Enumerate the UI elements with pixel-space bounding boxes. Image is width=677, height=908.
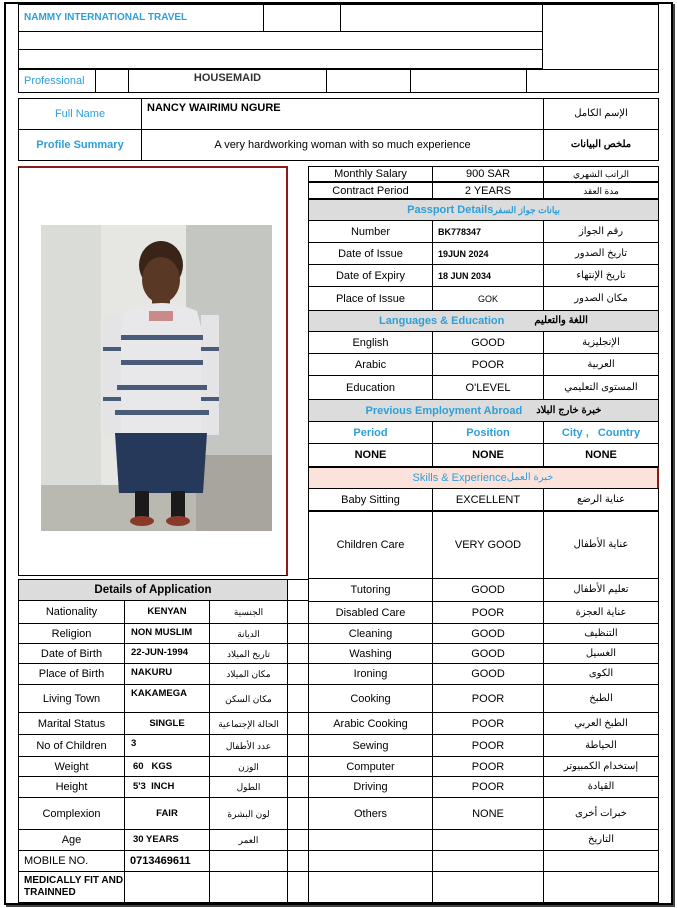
application-spacer [287,623,309,644]
employment-period: NONE [308,443,433,467]
passport-label: Number [308,220,433,243]
skill-value: POOR [432,776,544,798]
application-value: KAKAMEGA [124,684,210,713]
skill-value: NONE [432,797,544,830]
profile-label: Profile Summary [18,129,142,161]
application-ar: تاريخ الميلاد [209,643,288,664]
salary-ar: مدة العقد [543,182,659,199]
passport-label: Place of Issue [308,286,433,311]
agency-name: NAMMY INTERNATIONAL TRAVEL [18,4,264,32]
employment-header-position: Position [432,421,544,444]
application-ar: مكان السكن [209,684,288,713]
profession-value: HOUSEMAID [128,69,327,93]
application-ar: الديانة [209,623,288,644]
skill-ar: الغسيل [543,643,659,664]
application-spacer [287,663,309,685]
medical-right-1 [308,871,433,903]
passport-ar: تاريخ الإنتهاء [543,264,659,287]
employment-country: NONE [543,443,659,467]
application-label: Religion [18,623,125,644]
mobile-value: 0713469611 [124,850,210,872]
application-ar: الجنسية [209,600,288,624]
application-label: Nationality [18,600,125,624]
skill-ar: التاريخ [543,829,659,851]
skill-label: Others [308,797,433,830]
header-empty-cell-2 [326,69,411,93]
skill-label: Cleaning [308,623,433,644]
employment-header-period: Period [308,421,433,444]
medical-empty-1 [124,871,210,903]
spacer-cell [287,579,309,601]
skill-label: Washing [308,643,433,664]
passport-title-ar: بيانات جواز السفر [493,205,560,215]
passport-ar: تاريخ الصدور [543,242,659,265]
skill-value: POOR [432,601,544,624]
language-value: POOR [432,353,544,376]
medical-empty-2 [209,871,288,903]
skill-label: Disabled Care [308,601,433,624]
application-value: 22-JUN-1994 [124,643,210,664]
skills-title-ar: خبرة العمل [506,472,554,483]
skill-ar: عناية الرضع [543,488,659,511]
application-spacer [287,643,309,664]
skill-value: POOR [432,684,544,713]
passport-title: Passport Details [407,204,494,216]
language-label: Education [308,375,433,400]
application-ar: عدد الأطفال [209,734,288,757]
language-label: Arabic [308,353,433,376]
passport-value: BK778347 [432,220,544,243]
application-section-header: Details of Application [18,579,288,601]
skill-value: GOOD [432,663,544,685]
skill-ar: تعليم الأطفال [543,578,659,602]
application-spacer [287,756,309,777]
passport-label: Date of Issue [308,242,433,265]
skill-value: POOR [432,712,544,735]
application-ar: مكان الميلاد [209,663,288,685]
header-empty-row [18,31,543,50]
languages-title-ar: اللغة والتعليم [534,315,588,326]
employment-header-country: City , Country [543,421,659,444]
application-label: Marital Status [18,712,125,735]
employment-section-header [308,399,659,422]
passport-value: GOK [432,286,544,311]
employment-title: Previous Employment Abroad [365,404,523,417]
mobile-empty [209,850,288,872]
mobile-right-1 [308,850,433,872]
salary-value: 900 SAR [432,166,544,182]
full-name-label: Full Name [18,98,142,130]
header-empty-cell [95,69,129,93]
photo-frame [18,166,288,576]
application-spacer [287,684,309,713]
language-ar: المستوى التعليمي [543,375,659,400]
header-empty-2 [340,4,543,32]
employment-title-ar: خبرة خارج البلاد [536,404,602,416]
languages-title: Languages & Education [379,315,505,327]
skill-label: Ironing [308,663,433,685]
language-ar: العربية [543,353,659,376]
skill-ar: عناية العجزة [543,601,659,624]
passport-ar: مكان الصدور [543,286,659,311]
skill-label: Children Care [308,511,433,579]
skill-value: EXCELLENT [432,488,544,511]
skill-ar: القيادة [543,776,659,798]
passport-ar: رقم الجواز [543,220,659,243]
mobile-spacer [287,850,309,872]
application-label: Place of Birth [18,663,125,685]
application-value: KENYAN [124,600,210,624]
application-value: NAKURU [124,663,210,685]
header-empty-row-2 [18,49,543,69]
application-label: No of Children [18,734,125,757]
skills-section-header [308,467,659,489]
skill-ar: الكوى [543,663,659,685]
profile-summary: A very hardworking woman with so much experience [141,129,544,161]
application-label: Age [18,829,125,851]
skill-ar: خبرات أخرى [543,797,659,830]
application-ar: الحالة الإجتماعية [209,712,288,735]
passport-value: 18 JUN 2034 [432,264,544,287]
language-value: O'LEVEL [432,375,544,400]
application-label: Weight [18,756,125,777]
skill-label: Baby Sitting [308,488,433,511]
mobile-right-2 [432,850,544,872]
salary-label: Contract Period [308,182,433,199]
skill-value: GOOD [432,578,544,602]
skill-label: Driving [308,776,433,798]
application-ar: الطول [209,776,288,798]
application-value: SINGLE [124,712,210,735]
medical-spacer [287,871,309,903]
application-value: 60 KGS [124,756,210,777]
skill-value: GOOD [432,643,544,664]
application-value: 5'3 INCH [124,776,210,798]
candidate-photo [41,225,272,531]
skill-ar: عناية الأطفال [543,511,659,579]
skill-ar: الطبخ العربي [543,712,659,735]
skill-label: Computer [308,756,433,777]
skill-ar: الحياطة [543,734,659,757]
application-ar: العمر [209,829,288,851]
application-spacer [287,797,309,830]
medical-right-2 [432,871,544,903]
header-empty-cell-4 [526,69,659,93]
employment-position: NONE [432,443,544,467]
application-label: Living Town [18,684,125,713]
application-value: 30 YEARS [124,829,210,851]
passport-label: Date of Expiry [308,264,433,287]
salary-label: Monthly Salary [308,166,433,182]
skill-label: Arabic Cooking [308,712,433,735]
application-ar: الوزن [209,756,288,777]
profile-ar: ملخص البيانات [543,129,659,161]
skill-ar: الطبخ [543,684,659,713]
skill-label: Tutoring [308,578,433,602]
professional-label: Professional [18,69,96,93]
language-value: GOOD [432,331,544,354]
application-spacer [287,776,309,798]
application-spacer [287,600,309,624]
mobile-right-3 [543,850,659,872]
mobile-label: MOBILE NO. [18,850,125,872]
passport-value: 19JUN 2024 [432,242,544,265]
application-label: Height [18,776,125,798]
application-ar: لون البشرة [209,797,288,830]
passport-section-header [308,199,659,221]
skill-ar: التنظيف [543,623,659,644]
application-spacer [287,734,309,757]
full-name-ar: الإسم الكامل [543,98,659,130]
application-label: Complexion [18,797,125,830]
skill-label: Sewing [308,734,433,757]
application-label: Date of Birth [18,643,125,664]
skill-label [308,829,433,851]
medical-right-3 [543,871,659,903]
application-value: NON MUSLIM [124,623,210,644]
salary-ar: الراتب الشهري [543,166,659,182]
languages-section-header [308,310,659,332]
full-name-value: NANCY WAIRIMU NGURE [141,98,544,130]
application-spacer [287,712,309,735]
language-ar: الإنجليزية [543,331,659,354]
skills-title: Skills & Experience [412,472,507,484]
skill-value: POOR [432,734,544,757]
header-empty-cell-3 [410,69,527,93]
skill-value [432,829,544,851]
skill-ar: إستخدام الكمبيوتر [543,756,659,777]
application-spacer [287,829,309,851]
application-value: FAIR [124,797,210,830]
medical-label: MEDICALLY FIT AND TRAINNED [18,871,125,903]
skill-value: GOOD [432,623,544,644]
skill-value: VERY GOOD [432,511,544,579]
salary-value: 2 YEARS [432,182,544,199]
header-empty-1 [263,4,341,32]
skill-value: POOR [432,756,544,777]
language-label: English [308,331,433,354]
skill-label: Cooking [308,684,433,713]
application-value: 3 [124,734,210,757]
header-empty-3 [542,4,659,70]
